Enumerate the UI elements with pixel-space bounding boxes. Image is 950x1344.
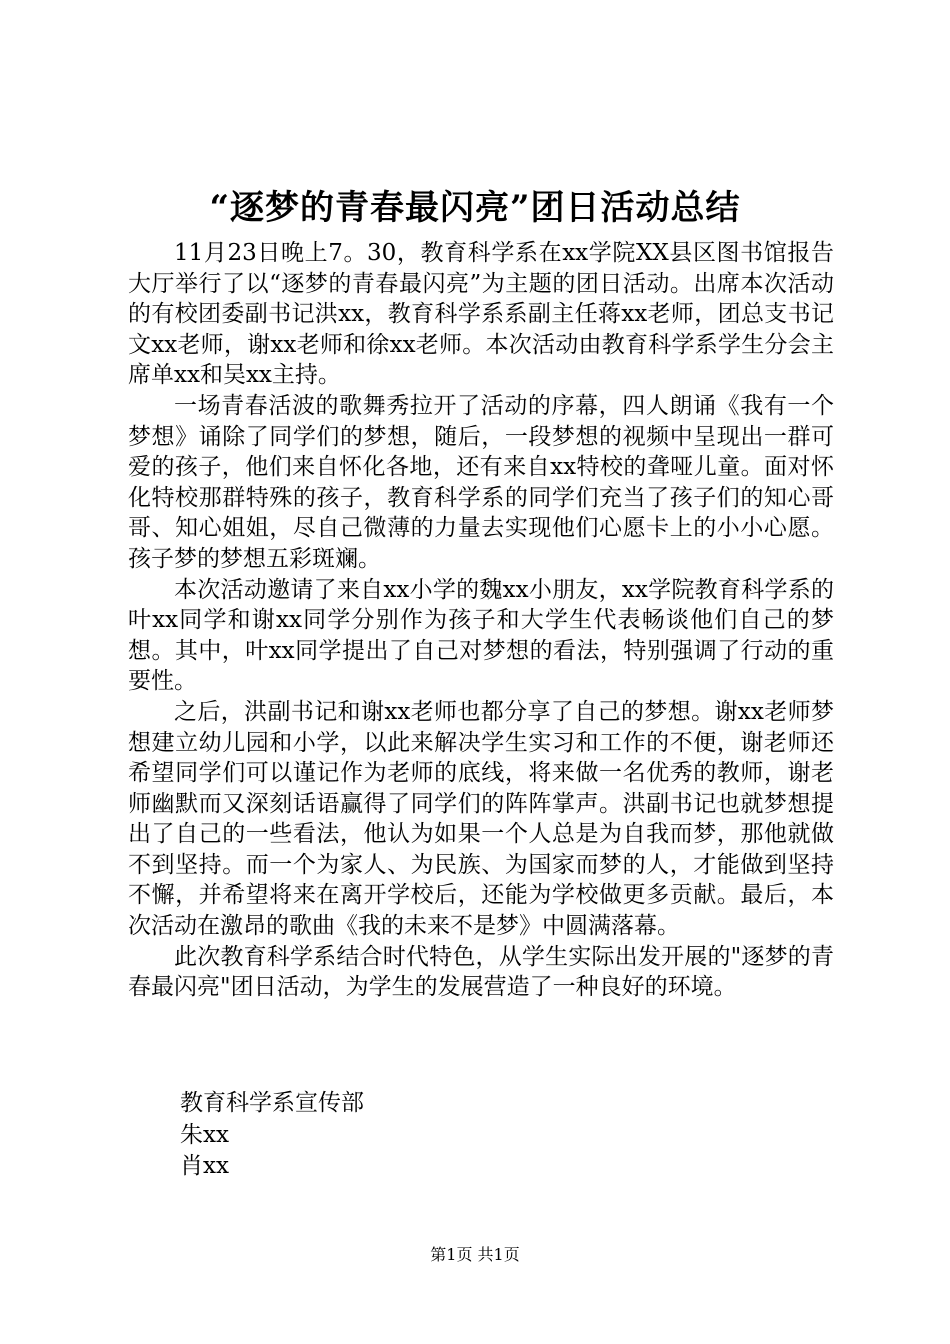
signature-author-1: 朱xx — [180, 1122, 229, 1148]
document-body — [128, 238, 834, 1003]
signature-department: 教育科学系宣传部 — [180, 1090, 364, 1116]
paragraph-5: 此次教育科学系结合时代特色，从学生实际出发开展的"逐梦的青春最闪亮"团日活动，为学生的发展营造了一种良好的环境。 — [128, 943, 834, 1001]
document-title: “逐梦的青春最闪亮”团日活动总结 — [209, 188, 741, 228]
paragraph-4: 之后，洪副书记和谢xx老师也都分享了自己的梦想。谢xx老师梦想建立幼儿园和小学，以此来解决学生实习和工作的不便，谢老师还希望同学们可以谨记作为老师的底线，将来做一名优秀的教师，谢老师幽默而又深刻话语赢得了同学们的阵阵掌声。洪副书记也就梦想提出了自己的一些看法，他认为如果一个人总是为自我而梦，那他就做不到坚持。而一个为家人、为民族、为国家而梦的人，才能做到坚持不懈，并希望将来在离开学校后，还能为学校做更多贡献。最后，本次活动在激昂的歌曲《我的未来不是梦》中圆满落幕。 — [128, 698, 834, 940]
signature-author-2: 肖xx — [180, 1153, 229, 1179]
page-footer: 第1页 共1页 — [430, 1245, 520, 1264]
paragraph-3: 本次活动邀请了来自xx小学的魏xx小朋友，xx学院教育科学系的叶xx同学和谢xx同学分别作为孩子和大学生代表畅谈他们自己的梦想。其中，叶xx同学提出了自己对梦想的看法，特别强调了行动的重要性。 — [128, 576, 834, 695]
paragraph-1: 11月23日晚上7。30，教育科学系在xx学院XX县区图书馆报告大厅举行了以“逐梦的青春最闪亮”为主题的团日活动。出席本次活动的有校团委副书记洪xx，教育科学系系副主任蒋xx老师，团总支书记文xx老师，谢xx老师和徐xx老师。本次活动由教育科学系学生分会主席单xx和吴xx主持。 — [128, 240, 834, 389]
paragraph-2: 一场青春活波的歌舞秀拉开了活动的序幕，四人朗诵《我有一个梦想》诵除了同学们的梦想，随后，一段梦想的视频中呈现出一群可爱的孩子，他们来自怀化各地，还有来自xx特校的聋哑儿童。面对怀化特校那群特殊的孩子，教育科学系的同学们充当了孩子们的知心哥哥、知心姐姐，尽自己微薄的力量去实现他们心愿卡上的小小心愿。孩子梦的梦想五彩斑斓。 — [128, 392, 834, 572]
